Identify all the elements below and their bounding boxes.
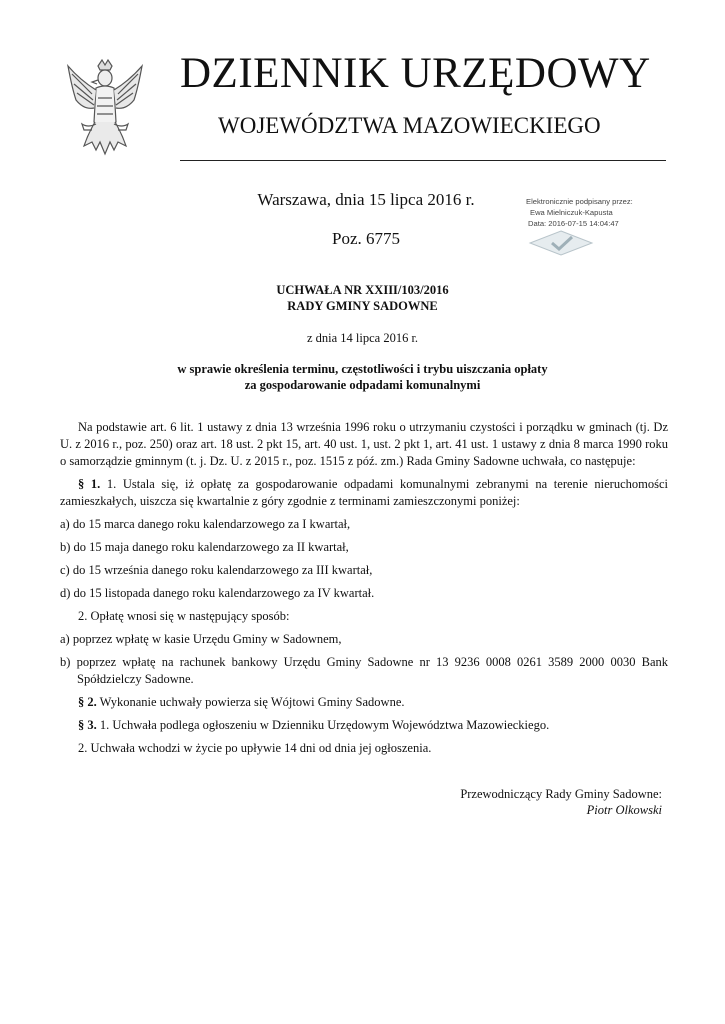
signature-check-icon xyxy=(528,230,594,256)
paragraph-3 xyxy=(60,717,668,734)
paragraph-2-text: Wykonanie uchwały powierza się Wójtowi Gminy Sadowne. xyxy=(96,695,405,709)
paragraph-1-text: 1. Ustala się, iż opłatę za gospodarowanie odpadami komunalnymi zebranymi na terenie nieruchomości zamieszkałych, uiszcza się kwartalnie z góry zgodnie z terminami zamieszczonymi poniżej: xyxy=(60,477,669,508)
issue-date: Warszawa, dnia 15 lipca 2016 r. xyxy=(257,190,475,209)
resolution-council: RADY GMINY SADOWNE xyxy=(287,299,438,313)
electronic-signature-stamp xyxy=(526,196,676,260)
deadline-item: d) do 15 listopada danego roku kalendarzowego za IV kwartał. xyxy=(60,586,375,600)
resolution-body xyxy=(60,419,668,757)
deadline-item: c) do 15 września danego roku kalendarzowego za III kwartał, xyxy=(60,563,373,577)
paragraph-2-label: § 2. xyxy=(78,695,97,709)
payment-method-item: a) poprzez wpłatę w kasie Urzędu Gminy w Sadownem, xyxy=(60,632,342,646)
paragraph-3-text: 1. Uchwała podlega ogłoszeniu w Dzienniku Urzędowym Województwa Mazowieckiego. xyxy=(96,718,550,732)
issue-position: Poz. 6775 xyxy=(332,229,400,248)
journal-title: DZIENNIK URZĘDOWY xyxy=(180,50,651,97)
paragraph-3-label: § 3. xyxy=(78,718,97,732)
stamp-signed-by-label: Elektronicznie podpisany przez: xyxy=(526,197,633,206)
paragraph-2 xyxy=(60,694,668,711)
paragraph-3-point-2: 2. Uchwała wchodzi w życie po upływie 14 dni od dnia jej ogłoszenia. xyxy=(78,741,432,755)
paragraph-1-label: § 1. xyxy=(78,477,101,491)
signatory-name: Piotr Olkowski xyxy=(586,803,662,817)
signature-block xyxy=(400,786,662,818)
resolution-subject-line-2: za gospodarowanie odpadami komunalnymi xyxy=(244,378,481,392)
header-divider xyxy=(180,160,666,161)
deadline-item: a) do 15 marca danego roku kalendarzowego za I kwartał, xyxy=(60,517,351,531)
payment-method-item: b) poprzez wpłatę na rachunek bankowy Urzędu Gminy Sadowne nr 13 9236 0008 0261 3589 2000 0030 Bank Spółdzielczy Sadowne. xyxy=(60,655,668,686)
paragraph-1-point-2: 2. Opłatę wnosi się w następujący sposób: xyxy=(78,609,290,623)
resolution-number: UCHWAŁA NR XXIII/103/2016 xyxy=(276,283,449,297)
polish-eagle-emblem-icon xyxy=(62,58,148,164)
paragraph-1 xyxy=(60,476,668,510)
signatory-role: Przewodniczący Rady Gminy Sadowne: xyxy=(460,787,662,801)
deadline-item: b) do 15 maja danego roku kalendarzowego za II kwartał, xyxy=(60,540,349,554)
stamp-date: Data: 2016-07-15 14:04:47 xyxy=(528,219,619,228)
stamp-signer-name: Ewa Mielniczuk-Kapusta xyxy=(530,208,613,217)
preamble-paragraph: Na podstawie art. 6 lit. 1 ustawy z dnia 13 września 1996 roku o utrzymaniu czystości i porządku w gminach (tj. Dz U. z 2016 r., poz. 250) oraz art. 18 ust. 2 pkt 15, art. 40 ust. 1, ust. 2 pkt 1, art. 41 ust. 1 ustawy z dnia 8 marca 1990 roku o samorządzie gminnym (t. j. Dz. U. z 2015 r., poz. 1515 z póź. zm.) Rada Gminy Sadowne uchwała, co następuje: xyxy=(60,420,668,468)
journal-subtitle: WOJEWÓDZTWA MAZOWIECKIEGO xyxy=(218,113,601,138)
resolution-subject-line-1: w sprawie określenia terminu, częstotliwości i trybu uiszczania opłaty xyxy=(177,362,548,376)
resolution-date: z dnia 14 lipca 2016 r. xyxy=(306,331,419,345)
